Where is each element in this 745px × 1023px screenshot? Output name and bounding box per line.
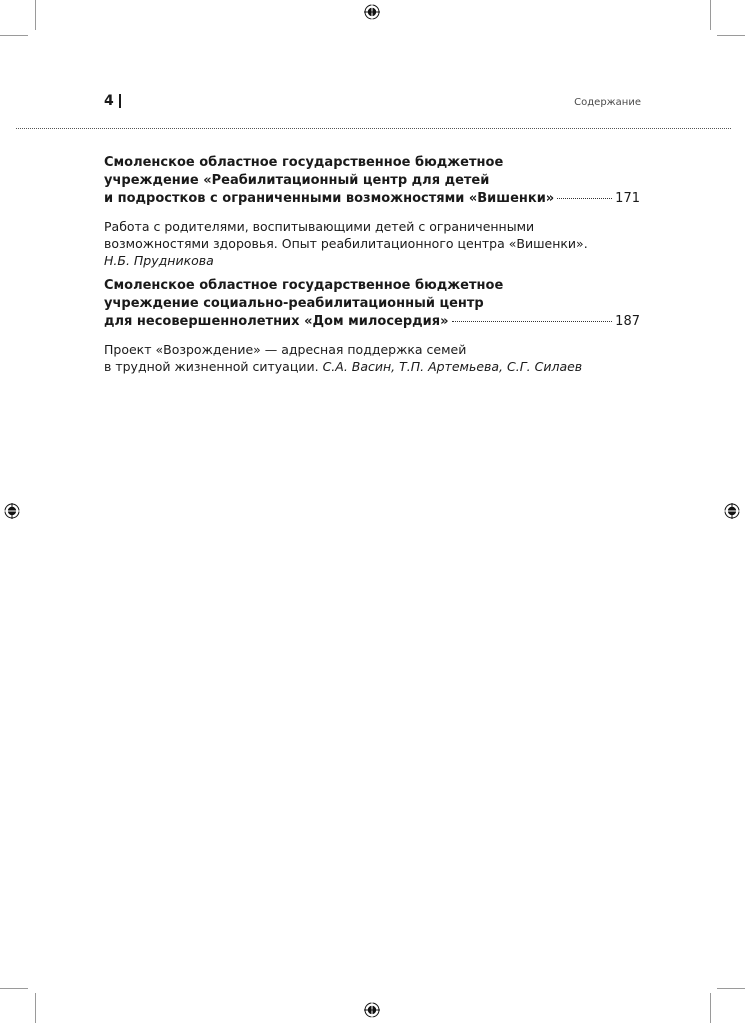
organization-heading[interactable] [104,277,640,331]
article-title-line [104,358,640,375]
table-of-contents [104,154,640,375]
toc-entry [104,154,640,269]
page-number: 4 [104,93,114,109]
organization-line: и подростков с ограниченными возможностями «Вишенки» [104,191,555,206]
crop-mark [710,993,711,1023]
organization-line: Смоленское областное государственное бюджетное [104,155,504,170]
crop-mark [710,0,711,30]
article-title-line: возможностями здоровья. Опыт реабилитационного центра «Вишенки». [104,236,588,251]
crop-mark [0,35,28,36]
crop-mark [0,988,28,989]
article-title-line: Проект «Возрождение» — адресная поддержка семей [104,342,467,357]
page-reference[interactable]: 171 [615,191,640,206]
crop-mark [717,35,745,36]
article-authors: Н.Б. Прудникова [104,253,214,268]
registration-mark-icon [4,503,20,519]
dot-leader [452,321,613,322]
crop-mark [35,993,36,1023]
article-title-line: Работа с родителями, воспитывающими детей с ограниченными [104,219,535,234]
organization-line: учреждение социально-реабилитационный центр [104,296,484,311]
header-rule [16,128,731,129]
toc-entry [104,277,640,375]
organization-line: для несовершеннолетних «Дом милосердия» [104,314,449,329]
registration-mark-icon [364,4,380,20]
crop-mark [35,0,36,30]
article-authors: С.А. Васин, Т.П. Артемьева, С.Г. Силаев [322,359,583,374]
article-entry[interactable] [104,341,640,375]
organization-line: Смоленское областное государственное бюджетное [104,278,504,293]
dot-leader [557,198,612,199]
crop-mark [717,988,745,989]
organization-heading[interactable] [104,154,640,208]
page-number-divider [119,94,121,108]
registration-mark-icon [724,503,740,519]
running-head: Содержание [574,97,641,108]
page-reference[interactable]: 187 [615,314,640,329]
registration-mark-icon [364,1002,380,1018]
organization-line: учреждение «Реабилитационный центр для детей [104,173,490,188]
article-title-text: в трудной жизненной ситуации. [104,359,319,374]
article-entry[interactable] [104,218,640,269]
